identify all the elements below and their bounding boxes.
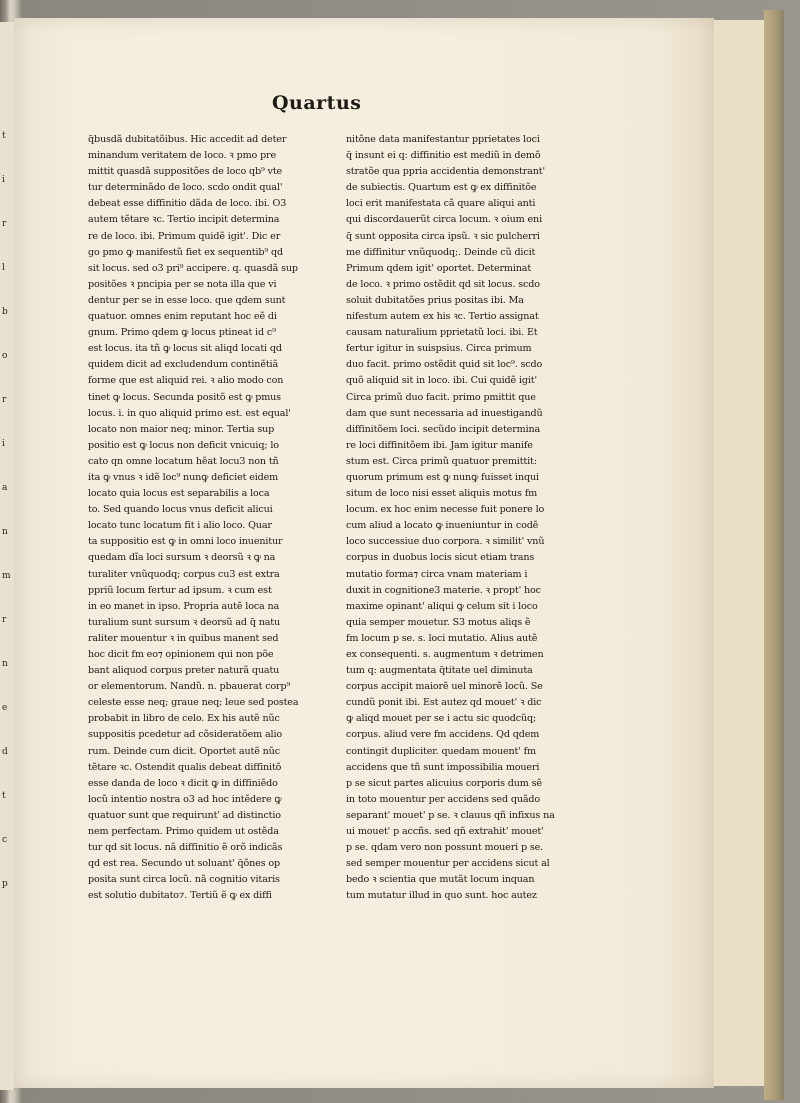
- text-line: positões ꝛ pncipia per se nota illa que vi: [88, 278, 277, 290]
- facing-page-glyph: n: [2, 527, 8, 537]
- text-line: causam naturalium pprietatũ loci. ibi. Et: [346, 327, 538, 339]
- text-line: suppositis pcedetur ad cõsideratõem alio: [88, 729, 282, 741]
- facing-page-glyph: i: [2, 175, 5, 185]
- facing-page-glyph: t: [2, 791, 6, 801]
- text-line: q̃ insunt ei q: diffinitio est mediũ in demõ: [346, 150, 541, 162]
- facing-page-glyph: a: [2, 483, 8, 493]
- text-line: re loci diffinitõem ibi. Jam igitur manife: [346, 439, 533, 451]
- text-line: qd est rea. Secundo ut soluant' q̃õnes op: [88, 858, 281, 870]
- text-line: situm de loco nisi esset aliquis motus fm: [346, 488, 538, 500]
- facing-page-glyph: l: [2, 263, 5, 273]
- text-line: posita sunt circa locũ. nã cognitio vitaris: [88, 874, 280, 886]
- facing-page-glyph: e: [2, 703, 8, 713]
- text-line: debeat esse diffinitio dãda de loco. ibi. O3: [88, 198, 287, 210]
- text-line: stum est. Circa primũ quatuor premittit:: [346, 455, 537, 467]
- text-line: ui mouet' p accñs. sed qñ extrahit' mouet': [346, 826, 544, 838]
- text-line: locato tunc locatum fit i alio loco. Quar: [88, 520, 272, 532]
- text-line: Primum qdem igit' oportet. Determinat: [346, 262, 532, 274]
- text-line: tum mutatur illud in quo sunt. hoc autez: [346, 890, 537, 902]
- text-line: accidens que tñ sunt impossibilia moueri: [346, 761, 540, 773]
- facing-page-glyph: n: [2, 659, 8, 669]
- text-line: esse danda de loco ꝛ dicit ꝙ in diffiniẽdo: [88, 777, 278, 789]
- facing-page-glyph: r: [2, 395, 7, 405]
- right-text-column: [346, 132, 584, 905]
- text-line: cato qn omne locatum hẽat locu3 non tñ: [88, 455, 279, 467]
- text-line: est solutio dubitato⁊. Tertiũ ẽ ꝙ ex diffi: [88, 890, 272, 902]
- page-block-edges: [714, 20, 766, 1086]
- text-line: to. Sed quando locus vnus deficit alicui: [88, 504, 273, 516]
- page-heading: Quartus: [272, 92, 362, 114]
- text-line: tinet ꝙ locus. Secunda positõ est ꝙ pmus: [88, 391, 281, 403]
- text-line: go pmo ꝙ manifestũ fiet ex sequentib⁹ qd: [88, 246, 283, 258]
- text-line: loco successiue duo corpora. ꝛ similit' vnũ: [346, 536, 545, 548]
- text-line: ta suppositio est ꝙ in omni loco inuenitur: [88, 536, 283, 548]
- text-line: tẽtare ꝛc. Ostendit qualis debeat diffinitõ: [88, 761, 282, 773]
- text-line: me diffinitur vnũquodq;. Deinde cũ dicit: [346, 246, 536, 258]
- text-line: gnum. Primo qdem ꝙ locus ptineat id c⁹: [88, 327, 276, 339]
- text-line: rum. Deinde cum dicit. Oportet autẽ nũc: [88, 745, 280, 757]
- text-line: fm locum p se. s. loci mutatio. Alius autẽ: [346, 632, 538, 644]
- text-line: mittit quasdã suppositões de loco qb⁹ vte: [88, 166, 283, 178]
- binding-edge: [764, 10, 784, 1100]
- text-line: locus. i. in quo aliquid primo est. est equal': [88, 407, 291, 419]
- text-line: contingit dupliciter. quedam mouent' fm: [346, 745, 537, 757]
- text-line: corpus. aliud vere fm accidens. Qd qdem: [346, 729, 540, 741]
- text-line: in eo manet in ipso. Propria autẽ loca na: [88, 600, 280, 612]
- text-line: duxit in cognitione3 materie. ꝛ propt' hoc: [346, 584, 541, 596]
- text-line: turaliter vnũquodq; corpus cu3 est extra: [88, 568, 280, 580]
- text-line: minandum veritatem de loco. ꝛ pmo pre: [88, 150, 277, 162]
- text-line: mutatio forma⁊ circa vnam materiam i: [346, 568, 528, 580]
- left-text-column: [88, 132, 323, 905]
- text-line: est locus. ita tñ ꝙ locus sit aliqd locati qd: [88, 343, 282, 355]
- text-line: quidem dicit ad excludendum continẽtiã: [88, 359, 279, 371]
- text-line: fertur igitur in suispsius. Circa primum: [346, 343, 532, 355]
- text-line: celeste esse neq; graue neq; leue sed postea: [88, 697, 299, 709]
- text-line: soluit dubitatões prius positas ibi. Ma: [346, 294, 524, 306]
- text-line: locato non maior neq; minor. Tertia sup: [88, 423, 275, 435]
- text-line: quedam dĩa loci sursum ꝛ deorsũ ꝛ ꝙ na: [88, 552, 276, 564]
- text-line: cundũ ponit ibi. Est autez qd mouet' ꝛ dic: [346, 697, 542, 709]
- text-line: quia semper mouetur. S3 motus aliqs ẽ: [346, 616, 531, 628]
- text-line: de loco. ꝛ primo ostẽdit qd sit locus. scdo: [346, 278, 540, 290]
- text-line: duo facit. primo ostẽdit quid sit loc⁹. scdo: [346, 359, 543, 371]
- facing-page-glyph: r: [2, 615, 7, 625]
- text-line: dentur per se in esse loco. que qdem sunt: [88, 294, 286, 306]
- text-line: tum q: augmentata q̃titate uel diminuta: [346, 665, 533, 677]
- text-line: or elementorum. Nandũ. n. pbauerat corp⁹: [88, 681, 291, 693]
- text-line: p se. qdam vero non possunt moueri p se.: [346, 842, 544, 854]
- text-line: quorum primum est ꝙ nunꝙ fuisset inqui: [346, 471, 539, 483]
- text-line: ꝙ aliqd mouet per se i actu sic quodcũq;: [346, 713, 537, 725]
- text-line: locũ intentio nostra o3 ad hoc intẽdere ꝙ: [88, 793, 282, 805]
- text-line: ita ꝙ vnus ꝛ idẽ loc⁹ nunꝙ deficiet eidem: [88, 471, 279, 483]
- text-line: positio est ꝙ locus non deficit vnicuiq; lo: [88, 439, 279, 451]
- text-line: nitõne data manifestantur pprietates loci: [346, 134, 540, 145]
- text-line: cum aliud a locato ꝙ inueniuntur in codẽ: [346, 520, 539, 532]
- facing-page-glyph: o: [2, 351, 8, 361]
- text-line: sit locus. sed o3 pri⁹ accipere. q. quasdã sup: [88, 262, 298, 274]
- text-line: re de loco. ibi. Primum quidẽ igit'. Dic er: [88, 230, 281, 242]
- text-line: maxime opinant' aliqui ꝙ celum sit i loco: [346, 600, 538, 612]
- text-line: stratõe qua ppria accidentia demonstrant': [346, 166, 545, 178]
- text-line: diffinitõem loci. secũdo incipit determina: [346, 423, 541, 435]
- text-line: hoc dicit fm eo⁊ opinionem qui non põe: [88, 649, 274, 660]
- text-line: loci erit manifestata cã quare aliqui anti: [346, 198, 536, 210]
- text-line: qui discordauerũt circa locum. ꝛ oium eni: [346, 214, 542, 226]
- text-line: ex consequenti. s. augmentum ꝛ detrimen: [346, 649, 544, 660]
- text-line: quatuor. omnes enim reputant hoc eẽ di: [88, 311, 277, 323]
- text-line: tur qd sit locus. nã diffinitio ẽ orõ indicãs: [88, 842, 283, 854]
- text-line: de subiectis. Quartum est ꝙ ex diffinitõe: [346, 182, 537, 194]
- text-line: locato quia locus est separabilis a loca: [88, 488, 270, 500]
- text-line: turalium sunt sursum ꝛ deorsũ ad q̃ natu: [88, 616, 281, 628]
- text-line: probabit in libro de celo. Ex his autẽ nũc: [88, 713, 280, 725]
- text-line: bant aliquod corpus preter naturã quatu: [88, 665, 280, 677]
- facing-page-edge: [0, 22, 15, 1090]
- text-line: nem perfectam. Primo quidem ut ostẽda: [88, 826, 279, 838]
- text-line: p se sicut partes alicuius corporis dum sẽ: [346, 777, 542, 789]
- text-line: q̃ sunt opposita circa ipsũ. ꝛ sic pulcherri: [346, 230, 540, 242]
- facing-page-glyph: b: [2, 307, 8, 317]
- text-line: dam que sunt necessaria ad inuestigandũ: [346, 407, 543, 419]
- text-line: ppriũ locum fertur ad ipsum. ꝛ cum est: [88, 584, 272, 596]
- text-line: raliter mouentur ꝛ in quibus manent sed: [88, 632, 279, 644]
- facing-page-glyph: p: [2, 879, 8, 889]
- text-line: sed semper mouentur per accidens sicut al: [346, 858, 550, 870]
- text-line: tur determinãdo de loco. scdo ondit qual': [88, 182, 283, 194]
- facing-page-glyph: m: [2, 571, 11, 581]
- text-line: autem tẽtare ꝛc. Tertio incipit determina: [88, 214, 280, 226]
- facing-page-glyph: d: [2, 747, 8, 757]
- text-line: quatuor sunt que requirunt' ad distinctio: [88, 809, 281, 821]
- facing-page-glyph: r: [2, 219, 7, 229]
- text-line: Circa primũ duo facit. primo pmittit que: [346, 391, 536, 403]
- text-line: forme que est aliquid rei. ꝛ alio modo con: [88, 375, 284, 387]
- text-line: bedo ꝛ scientia que mutãt locum inquan: [346, 874, 535, 886]
- text-line: separant' mouet' p se. ꝛ clauus qñ infixus na: [346, 809, 555, 821]
- text-line: corpus in duobus locis sicut etiam trans: [346, 552, 535, 564]
- text-line: in toto mouentur per accidens sed quãdo: [346, 793, 541, 805]
- text-line: quõ aliquid sit in loco. ibi. Cui quidẽ igit': [346, 375, 537, 387]
- facing-page-glyph: c: [2, 835, 8, 845]
- text-line: locum. ex hoc enim necesse fuit ponere lo: [346, 504, 545, 516]
- text-line: q̃busdã dubitatõibus. Hic accedit ad deter: [88, 134, 287, 145]
- text-line: nifestum autem ex his ꝛc. Tertio assignat: [346, 311, 539, 323]
- facing-page-glyph: t: [2, 131, 6, 141]
- text-line: corpus accipit maiorẽ uel minorẽ locũ. Se: [346, 681, 543, 693]
- facing-page-glyph: i: [2, 439, 5, 449]
